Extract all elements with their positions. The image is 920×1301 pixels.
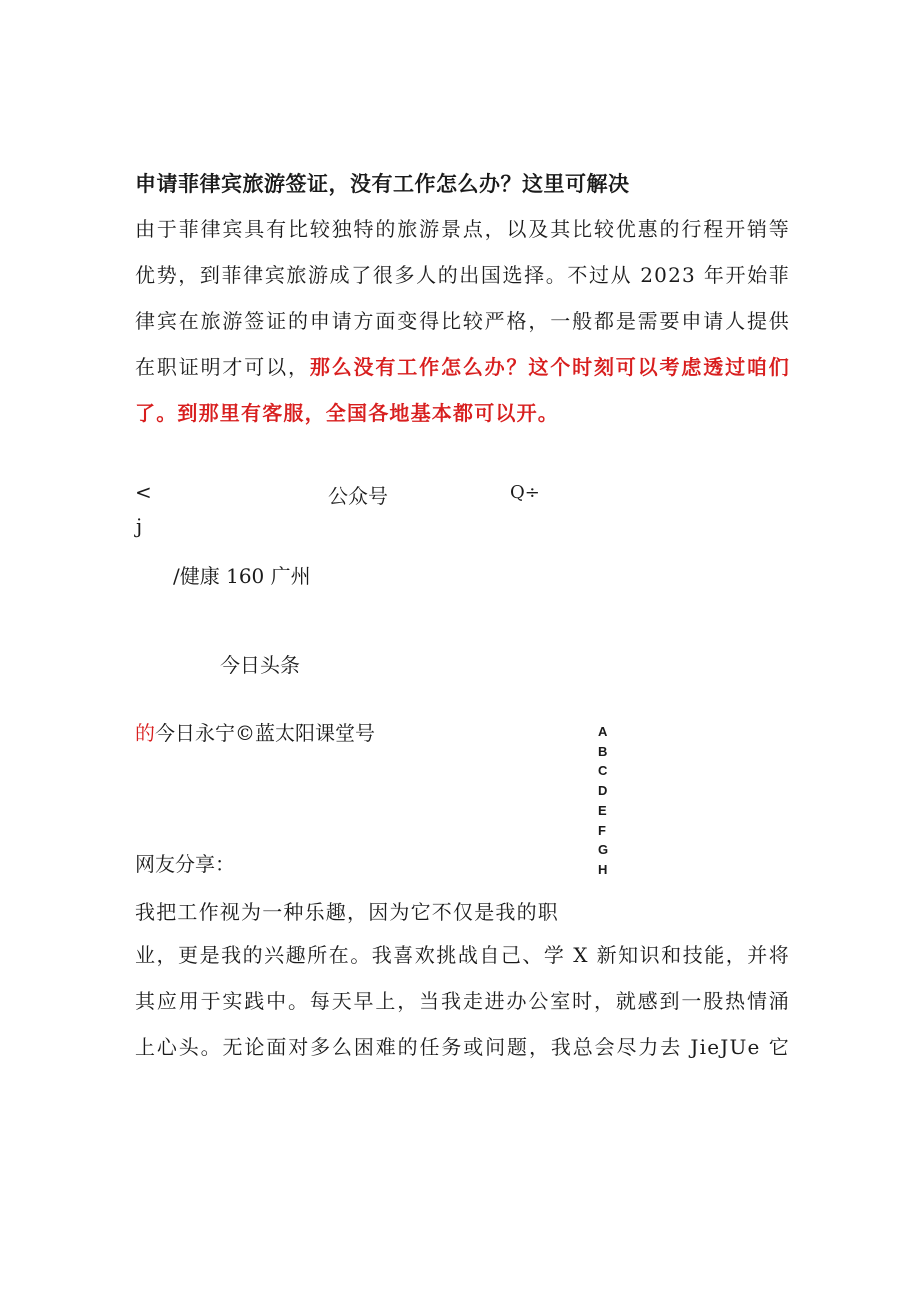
index-letter[interactable]: H <box>598 861 608 877</box>
index-letter[interactable]: B <box>598 743 608 759</box>
intro-line: 由于菲律宾具有比较独特的旅游景点，以及其比较优惠的行程开销等 <box>135 217 790 241</box>
header-icons[interactable]: Q÷ <box>510 482 540 503</box>
share-line: 其应用于实践中。每天早上，当我走进办公室时，就感到一股热情涌 <box>135 989 790 1013</box>
index-letter[interactable]: F <box>598 822 606 838</box>
index-letter[interactable]: C <box>598 763 608 779</box>
intro-line-plain: 在职证明才可以， <box>135 355 310 379</box>
share-paragraph <box>135 932 790 1070</box>
toutiao-label: 今日头条 <box>220 653 300 677</box>
alphabet-index[interactable] <box>598 722 608 880</box>
share-heading: 网友分享： <box>135 852 235 876</box>
intro-line <box>135 390 790 436</box>
index-letter[interactable]: E <box>598 802 607 818</box>
index-letter[interactable]: D <box>598 783 608 799</box>
source-line-text: 今日永宁©蓝太阳课堂号 <box>155 721 375 745</box>
index-letter[interactable]: A <box>598 724 608 739</box>
index-letter[interactable]: G <box>598 842 609 858</box>
article-title: 申请菲律宾旅游签证，没有工作怎么办？这里可解决 <box>135 172 630 196</box>
intro-line <box>135 344 790 390</box>
source-line <box>135 717 375 746</box>
share-line: 业，更是我的兴趣所在。我喜欢挑战自己、学 X 新知识和技能，并将 <box>135 943 790 967</box>
intro-line: 律宾在旅游签证的申请方面变得比较严格，一般都是需要申请人提供 <box>135 309 790 333</box>
intro-line-highlight: 那么没有工作怎么办？这个时刻可以考虑透过咱们 <box>309 355 790 379</box>
source-line-highlight: 的 <box>135 721 155 745</box>
back-button[interactable]: < <box>135 480 152 504</box>
account-line: /健康 160 广州 <box>173 564 311 588</box>
intro-line: 优势，到菲律宾旅游成了很多人的出国选择。不过从 2023 年开始菲 <box>135 263 790 287</box>
stray-char: j <box>136 514 143 538</box>
share-line: 上心头。无论面对多么困难的任务或问题，我总会尽力去 JieJUe 它 <box>135 1035 790 1059</box>
header-title: 公众号 <box>328 484 388 508</box>
intro-paragraph <box>135 206 790 436</box>
share-first-line: 我把工作视为一种乐趣，因为它不仅是我的职 <box>135 900 559 924</box>
intro-line-highlight: 了。到那里有客服，全国各地基本都可以开。 <box>135 401 559 425</box>
